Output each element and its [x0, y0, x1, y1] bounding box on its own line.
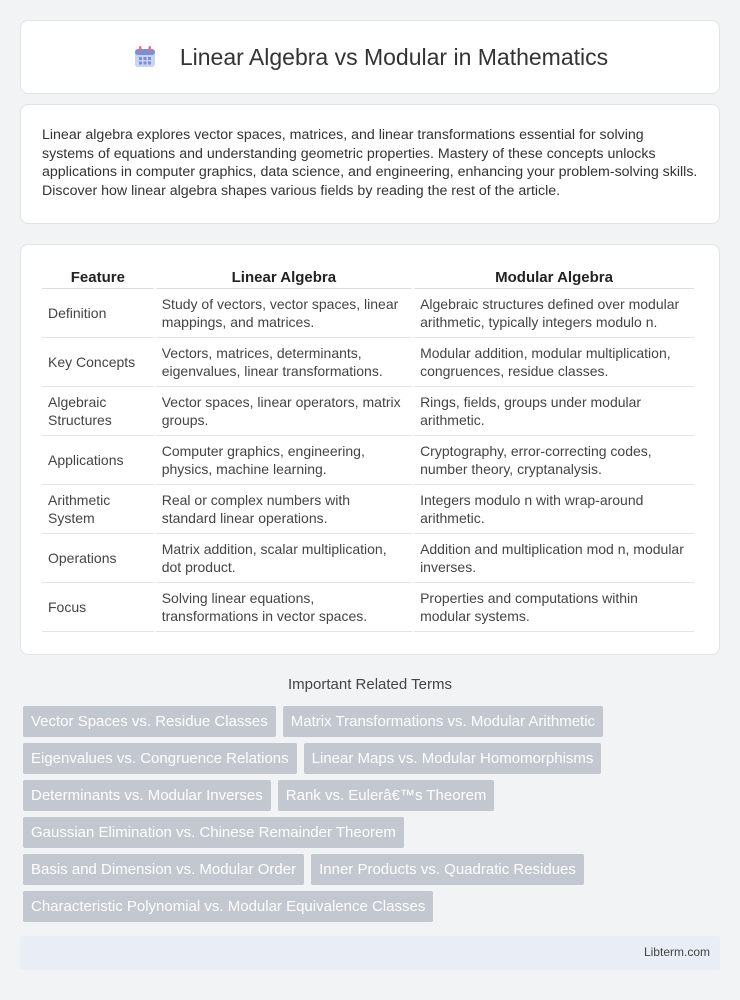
term-row: [23, 743, 723, 774]
row-linear: Real or complex numbers with standard linear operations.: [156, 485, 412, 534]
table-row: [42, 534, 694, 583]
header-modular-algebra: Modular Algebra: [414, 265, 694, 289]
row-linear: Vectors, matrices, determinants, eigenvalues, linear transformations.: [156, 338, 412, 387]
header-linear-algebra: Linear Algebra: [156, 265, 412, 289]
row-linear: Study of vectors, vector spaces, linear mappings, and matrices.: [156, 289, 412, 338]
row-feature: Definition: [42, 289, 154, 338]
row-linear: Matrix addition, scalar multiplication, dot product.: [156, 534, 412, 583]
term-row: [23, 854, 723, 885]
table-row: [42, 583, 694, 632]
term-link[interactable]: Characteristic Polynomial vs. Modular Equivalence Classes: [23, 891, 433, 922]
table-row: [42, 485, 694, 534]
term-row: [23, 780, 723, 811]
intro-paragraph: Linear algebra explores vector spaces, matrices, and linear transformations essential for solving systems of equations and understanding geometric properties. Mastery of these concepts unlocks applications in computer graphics, data science, and engineering, enhancing your problem-solving skills. Discover how linear algebra shapes various fields by reading the rest of the article.: [42, 127, 698, 199]
term-link[interactable]: Vector Spaces vs. Residue Classes: [23, 706, 276, 737]
row-feature: Key Concepts: [42, 338, 154, 387]
row-modular: Modular addition, modular multiplication, congruences, residue classes.: [414, 338, 694, 387]
table-row: [42, 289, 694, 338]
intro-card: [20, 104, 720, 224]
row-feature: Operations: [42, 534, 154, 583]
term-link[interactable]: Gaussian Elimination vs. Chinese Remainder Theorem: [23, 817, 404, 848]
term-link[interactable]: Inner Products vs. Quadratic Residues: [311, 854, 584, 885]
table-row: [42, 338, 694, 387]
table-header-row: [42, 265, 694, 289]
row-modular: Integers modulo n with wrap-around arithmetic.: [414, 485, 694, 534]
table-row: [42, 387, 694, 436]
term-link[interactable]: Matrix Transformations vs. Modular Arithmetic: [283, 706, 603, 737]
related-terms-list: [23, 706, 723, 928]
row-feature: Algebraic Structures: [42, 387, 154, 436]
footer-site-name[interactable]: Libterm.com: [643, 945, 710, 959]
calendar-icon: [132, 44, 158, 70]
table-row: [42, 436, 694, 485]
row-modular: Addition and multiplication mod n, modular inverses.: [414, 534, 694, 583]
term-row: [23, 706, 723, 737]
row-linear: Vector spaces, linear operators, matrix groups.: [156, 387, 412, 436]
term-row: [23, 817, 723, 848]
term-link[interactable]: Basis and Dimension vs. Modular Order: [23, 854, 304, 885]
term-link[interactable]: Determinants vs. Modular Inverses: [23, 780, 271, 811]
header-feature: Feature: [42, 265, 154, 289]
row-modular: Algebraic structures defined over modular arithmetic, typically integers modulo n.: [414, 289, 694, 338]
page-title: Linear Algebra vs Modular in Mathematics: [179, 43, 609, 70]
row-feature: Arithmetic System: [42, 485, 154, 534]
comparison-card: [20, 244, 720, 655]
row-linear: Computer graphics, engineering, physics, machine learning.: [156, 436, 412, 485]
comparison-table: [40, 265, 696, 632]
footer: [20, 936, 720, 970]
term-row: [23, 891, 723, 922]
row-modular: Rings, fields, groups under modular arithmetic.: [414, 387, 694, 436]
row-feature: Applications: [42, 436, 154, 485]
title-card: [20, 20, 720, 94]
row-feature: Focus: [42, 583, 154, 632]
row-modular: Properties and computations within modular systems.: [414, 583, 694, 632]
term-link[interactable]: Linear Maps vs. Modular Homomorphisms: [304, 743, 602, 774]
row-modular: Cryptography, error-correcting codes, number theory, cryptanalysis.: [414, 436, 694, 485]
term-link[interactable]: Eigenvalues vs. Congruence Relations: [23, 743, 297, 774]
related-terms-heading: Important Related Terms: [288, 676, 452, 693]
row-linear: Solving linear equations, transformations in vector spaces.: [156, 583, 412, 632]
term-link[interactable]: Rank vs. Eulerâ€™s Theorem: [278, 780, 495, 811]
